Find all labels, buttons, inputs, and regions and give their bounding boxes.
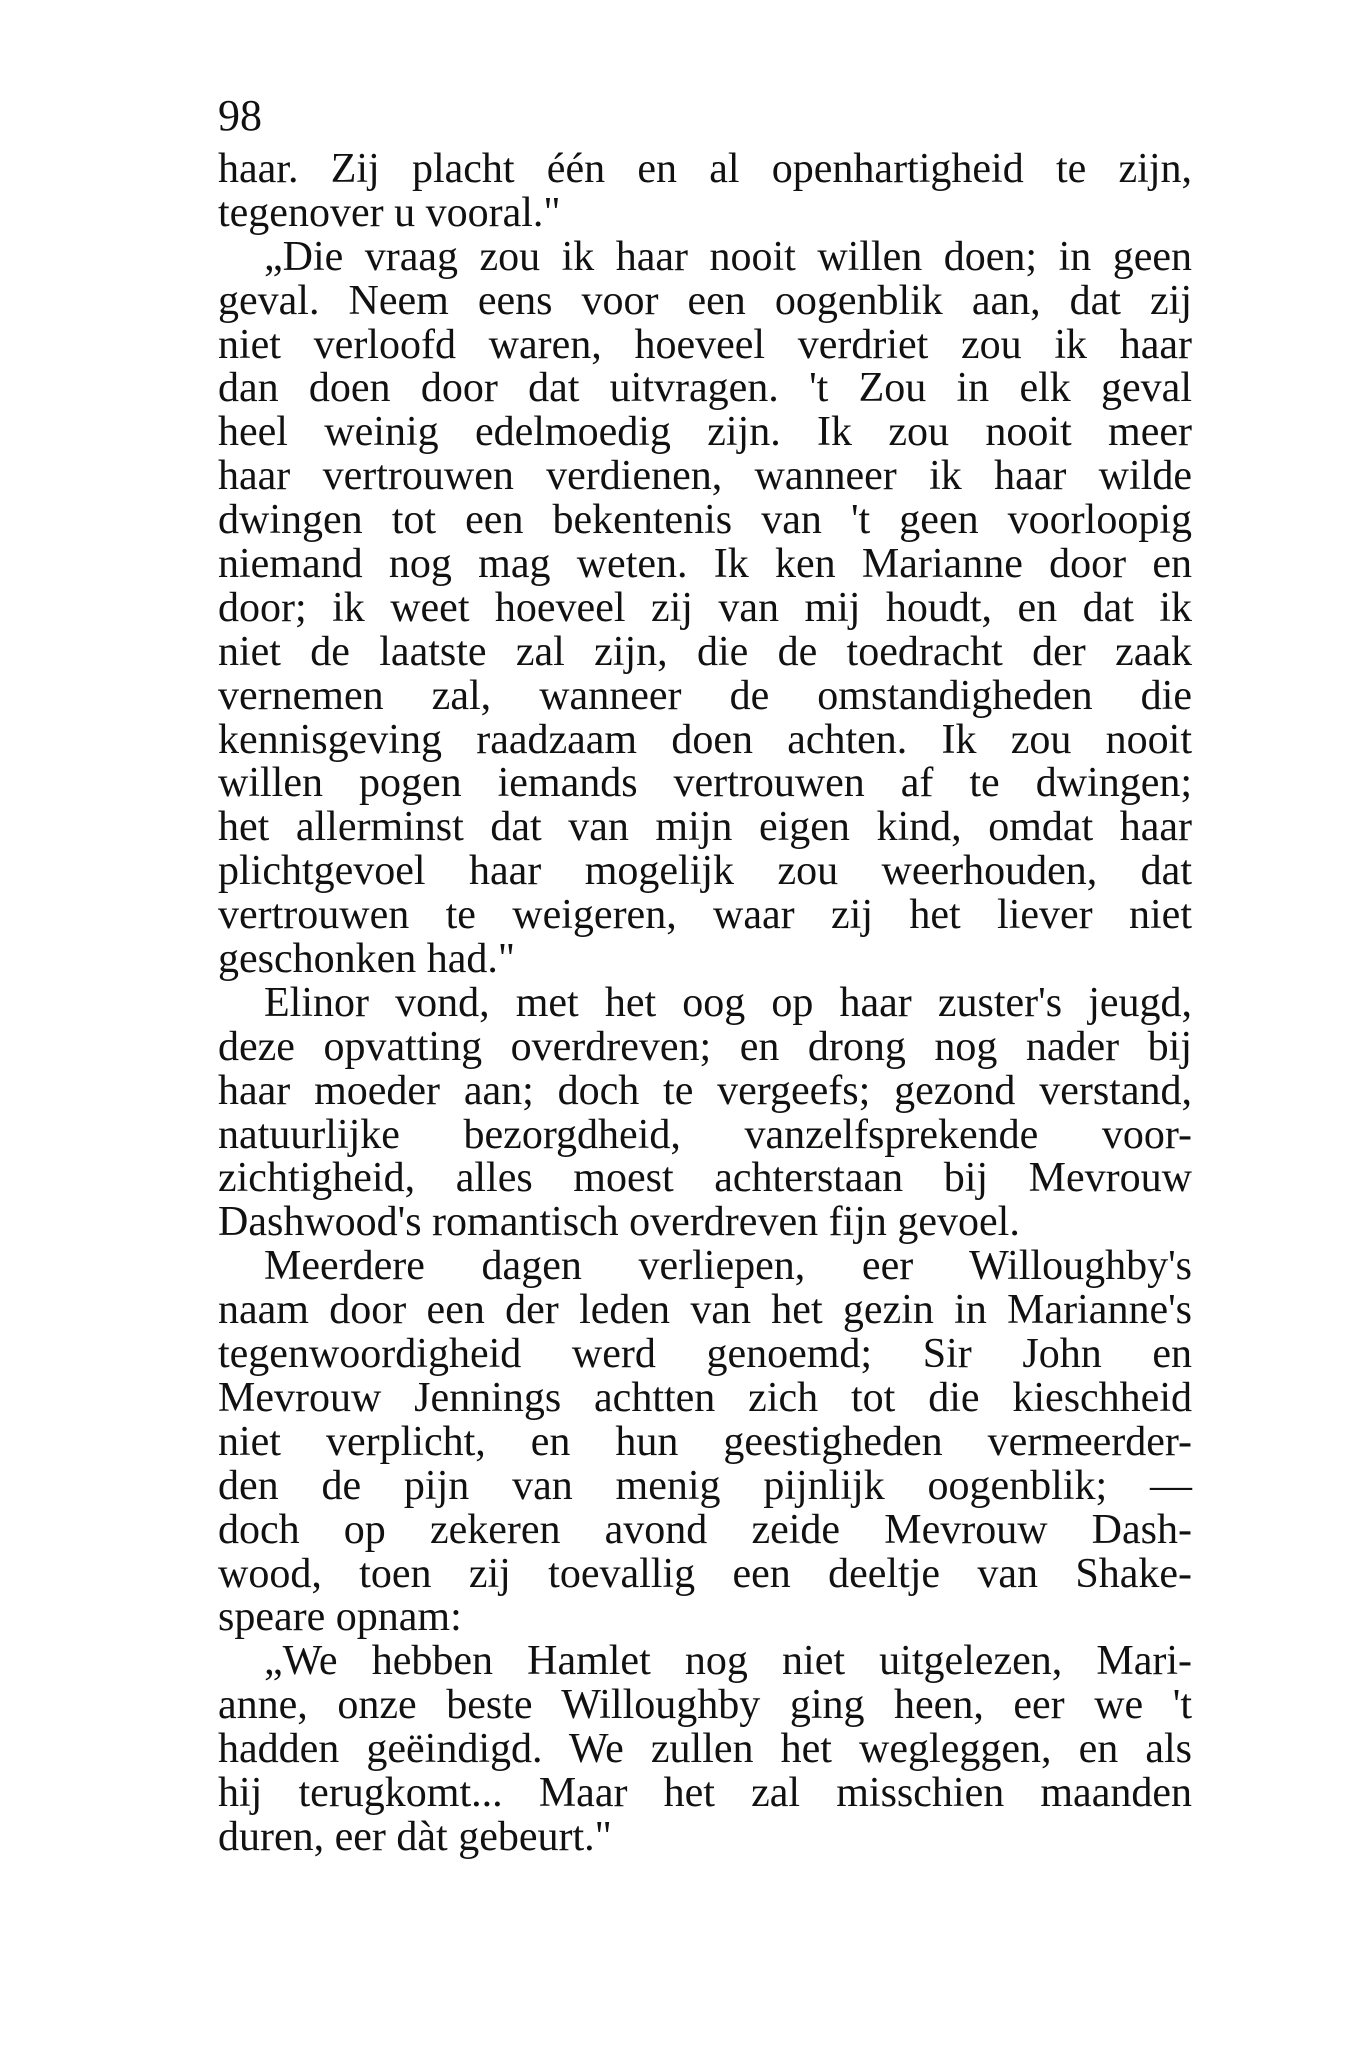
text-line: niet de laatste zal zijn, die de toedracht der zaak	[218, 628, 1192, 675]
text-line: geschonken had."	[218, 936, 516, 983]
text-line: dan doen door dat uitvragen. 't Zou in elk geval	[218, 365, 1192, 412]
text-line: het allerminst dat van mijn eigen kind, omdat haar	[218, 804, 1192, 851]
text-line: haar moeder aan; doch te vergeefs; gezond verstand,	[218, 1067, 1192, 1114]
text-line: tegenwoordigheid werd genoemd; Sir John en	[218, 1331, 1192, 1378]
text-line: vertrouwen te weigeren, waar zij het liever niet	[218, 892, 1192, 939]
text-line: „Die vraag zou ik haar nooit willen doen; in geen	[264, 233, 1192, 280]
text-line: niet verloofd waren, hoeveel verdriet zou ik haar	[218, 321, 1192, 368]
text-line: heel weinig edelmoedig zijn. Ik zou nooit meer	[218, 409, 1192, 456]
text-line: niemand nog mag weten. Ik ken Marianne door en	[218, 541, 1192, 588]
text-line: den de pijn van menig pijnlijk oogenblik; —	[218, 1462, 1192, 1509]
text-line: kennisgeving raadzaam doen achten. Ik zou nooit	[218, 716, 1192, 763]
text-line: vernemen zal, wanneer de omstandigheden die	[218, 672, 1192, 719]
text-line: Dashwood's romantisch overdreven fijn gevoel.	[218, 1199, 1020, 1246]
text-line: deze opvatting overdreven; en drong nog nader bij	[218, 1023, 1192, 1070]
text-line: „We hebben Hamlet nog niet uitgelezen, Mari-	[264, 1638, 1192, 1685]
page-number: 98	[218, 91, 262, 140]
text-line: doch op zekeren avond zeide Mevrouw Dash-	[218, 1506, 1192, 1553]
text-line: haar. Zij placht één en al openhartigheid te zijn,	[218, 146, 1192, 192]
text-line: naam door een der leden van het gezin in Marianne's	[218, 1287, 1192, 1334]
text-line: willen pogen iemands vertrouwen af te dwingen;	[218, 760, 1192, 807]
text-line: speare opnam:	[218, 1594, 462, 1641]
text-line: geval. Neem eens voor een oogenblik aan, dat zij	[218, 277, 1192, 324]
text-line: hadden geëindigd. We zullen het wegleggen, en als	[218, 1726, 1192, 1773]
text-line: door; ik weet hoeveel zij van mij houdt, en dat ik	[218, 584, 1192, 631]
text-line: natuurlijke bezorgdheid, vanzelfsprekende voor-	[218, 1111, 1192, 1158]
text-line: plichtgevoel haar mogelijk zou weerhouden, dat	[218, 848, 1192, 895]
text-line: haar vertrouwen verdienen, wanneer ik haar wilde	[218, 453, 1192, 500]
text-line: niet verplicht, en hun geestigheden vermeerder-	[218, 1418, 1192, 1465]
text-line: dwingen tot een bekentenis van 't geen voorloopig	[218, 497, 1192, 544]
text-line: zichtigheid, alles moest achterstaan bij Mevrouw	[218, 1155, 1192, 1202]
text-line: anne, onze beste Willoughby ging heen, eer we 't	[218, 1682, 1192, 1729]
text-line: Mevrouw Jennings achtten zich tot die kieschheid	[218, 1374, 1192, 1421]
text-line: hij terugkomt... Maar het zal misschien maanden	[218, 1769, 1192, 1816]
text-line: duren, eer dàt gebeurt."	[218, 1813, 612, 1860]
text-line: wood, toen zij toevallig een deeltje van Shake-	[218, 1550, 1192, 1597]
text-line: Elinor vond, met het oog op haar zuster's jeugd,	[264, 979, 1192, 1026]
text-line: tegenover u vooral."	[218, 189, 561, 236]
body-text	[218, 148, 1192, 1860]
text-line: Meerdere dagen verliepen, eer Willoughby's	[264, 1243, 1192, 1290]
